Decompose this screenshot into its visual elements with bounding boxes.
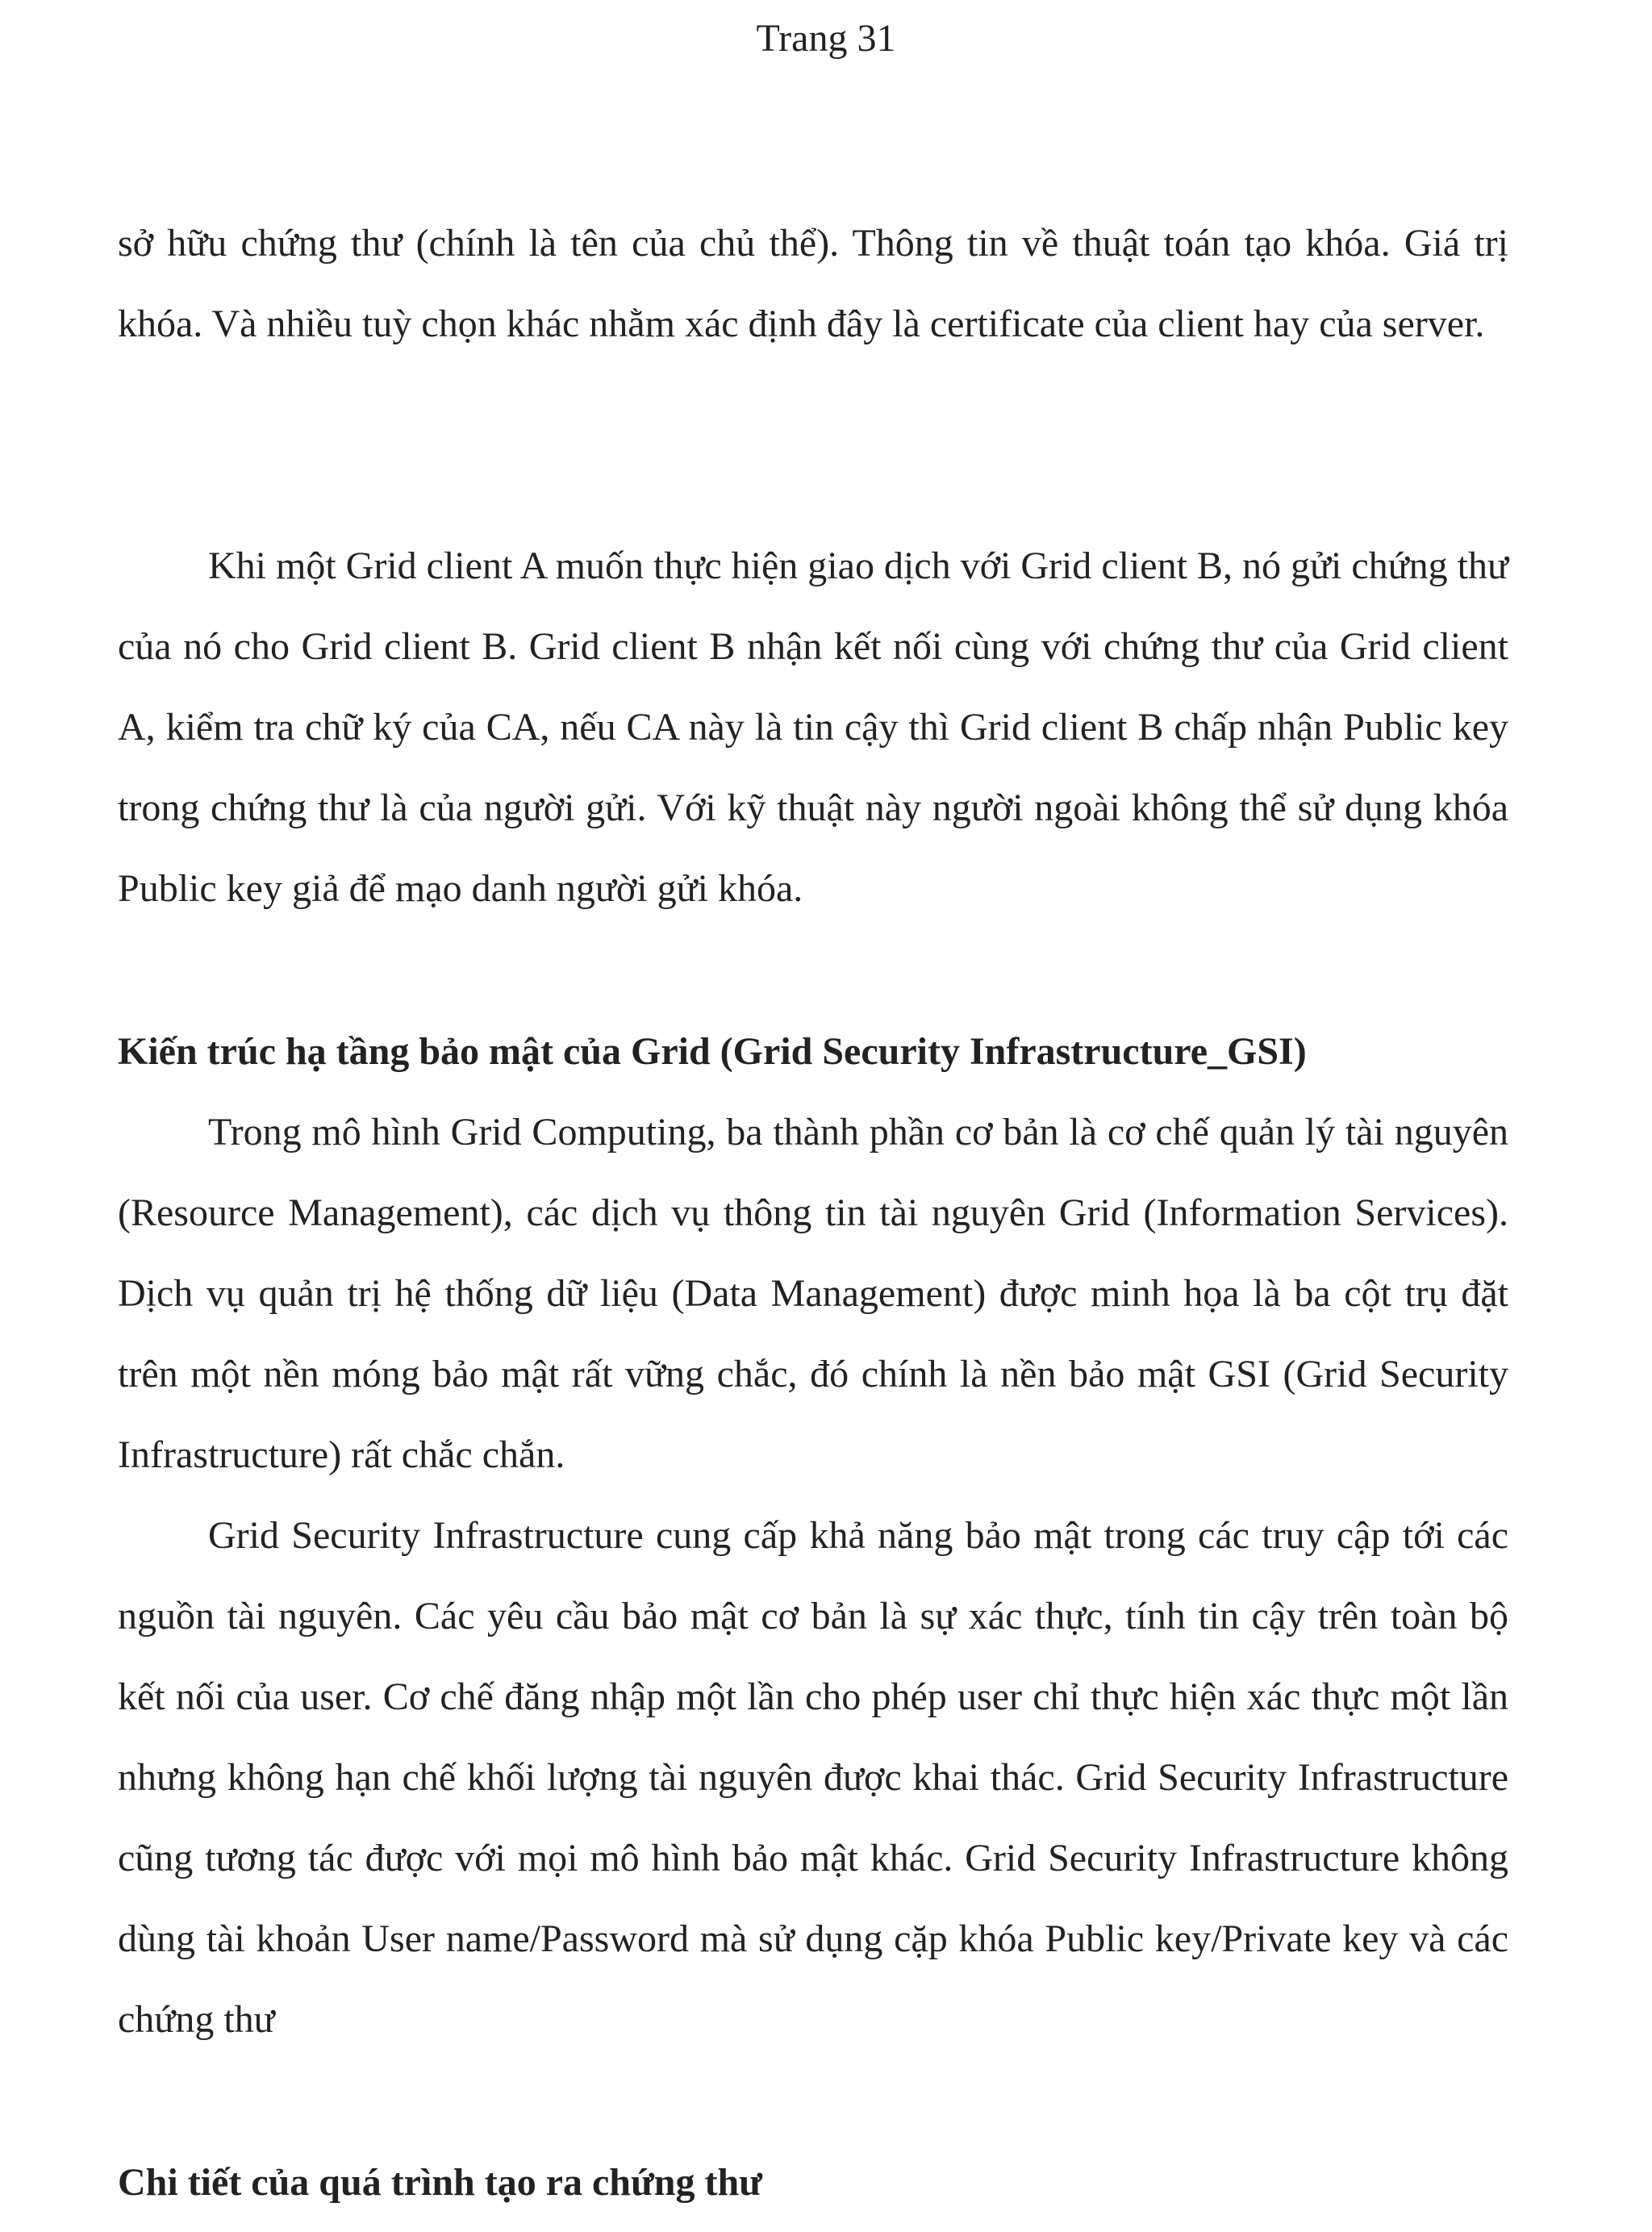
section-heading-certificate-process: Chi tiết của quá trình tạo ra chứng thư bbox=[118, 2161, 762, 2204]
paragraph-continuation bbox=[118, 203, 1508, 365]
paragraph-text: sở hữu chứng thư (chính là tên của chủ thể). Thông tin về thuật toán tạo khóa. Giá trị khóa. Và nhiều tuỳ chọn khác nhằm xác định đây là certificate của client hay của server. bbox=[118, 222, 1508, 345]
section-heading-gsi: Kiến trúc hạ tầng bảo mật của Grid (Grid Security Infrastructure_GSI) bbox=[118, 1030, 1307, 1073]
paragraph-text: Grid Security Infrastructure cung cấp khả năng bảo mật trong các truy cập tới các nguồn tài nguyên. Các yêu cầu bảo mật cơ bản là sự xác thực, tính tin cậy trên toàn bộ kết nối của user. Cơ chế đăng nhập một lần cho phép user chỉ thực hiện xác thực một lần nhưng không hạn chế khối lượng tài nguyên được khai thác. Grid Security Infrastructure cũng tương tác được với mọi mô hình bảo mật khác. Grid Security Infrastructure không dùng tài khoản User name/Password mà sử dụng cặp khóa Public key/Private key và các chứng thư bbox=[118, 1514, 1508, 2041]
page-number: Trang 31 bbox=[756, 17, 896, 60]
paragraph-text: Khi một Grid client A muốn thực hiện giao dịch với Grid client B, nó gửi chứng thư của nó cho Grid client B. Grid client B nhận kết nối cùng với chứng thư của Grid client A, kiểm tra chữ ký của CA, nếu CA này là tin cậy thì Grid client B chấp nhận Public key trong chứng thư là của người gửi. Với kỹ thuật này người ngoài không thể sử dụng khóa Public key giả để mạo danh người gửi khóa. bbox=[118, 544, 1508, 910]
paragraph-gsi-capabilities bbox=[118, 1496, 1508, 2060]
paragraph-grid-client-exchange bbox=[118, 526, 1508, 929]
paragraph-text: Trong mô hình Grid Computing, ba thành phần cơ bản là cơ chế quản lý tài nguyên (Resource Management), các dịch vụ thông tin tài nguyên Grid (Information Services). Dịch vụ quản trị hệ thống dữ liệu (Data Management) được minh họa là ba cột trụ đặt trên một nền móng bảo mật rất vững chắc, đó chính là nền bảo mật GSI (Grid Security Infrastructure) rất chắc chắn. bbox=[118, 1111, 1508, 1476]
paragraph-grid-computing-model bbox=[118, 1092, 1508, 1496]
